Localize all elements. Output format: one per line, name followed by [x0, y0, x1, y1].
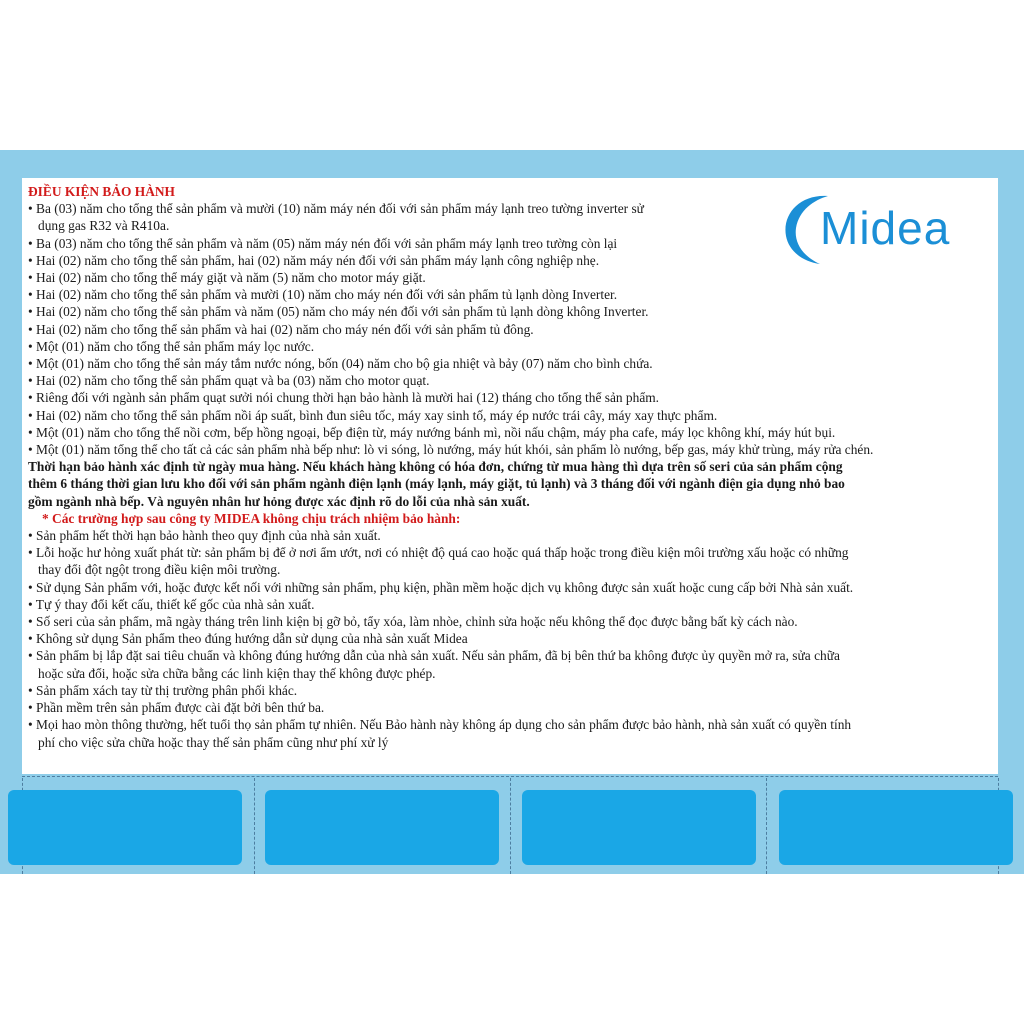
exclusions-heading: * Các trường hợp sau công ty MIDEA không chịu trách nhiệm bảo hành: [42, 510, 461, 526]
exclusion-item-text: • Phần mềm trên sản phẩm được cài đặt bởi bên thứ ba. [28, 700, 325, 716]
warranty-item-text: • Hai (02) năm cho tổng thể máy giặt và năm (5) năm cho motor máy giặt. [28, 270, 426, 286]
warranty-item [28, 269, 1000, 286]
warranty-item [28, 235, 1000, 252]
exclusions-list [28, 527, 1000, 751]
exclusion-item-text: • Sản phẩm xách tay từ thị trường phân phối khác. [28, 682, 298, 698]
warranty-item-text: • Một (01) năm tổng thể cho tất cả các sản phẩm nhà bếp như: lò vi sóng, lò nướng, máy hút khói, sản phẩm lò nướng, bếp gas, máy khử trùng, máy rửa chén. [28, 442, 874, 458]
exclusion-item-text: • Lỗi hoặc hư hỏng xuất phát từ: sản phẩm bị để ở nơi ẩm ướt, nơi có nhiệt độ quá cao hoặc quá thấp hoặc trong điều kiện môi trường xấu hoặc có những [28, 545, 849, 561]
warranty-item [28, 424, 1000, 441]
exclusion-item [28, 630, 1000, 647]
exclusion-item [28, 544, 1000, 578]
warranty-item-text: • Hai (02) năm cho tổng thể sản phẩm và hai (02) năm cho máy nén đối với sản phẩm tủ đông. [28, 321, 534, 337]
warranty-item [28, 286, 1000, 303]
exclusion-item-text: • Số seri của sản phẩm, mã ngày tháng trên linh kiện bị gỡ bỏ, tẩy xóa, làm nhòe, chỉnh sửa hoặc nếu không thể đọc được bằng bất kỳ cách nào. [28, 614, 798, 630]
warranty-item [28, 372, 1000, 389]
coupon-tile [265, 790, 499, 865]
exclusion-item-text: • Sử dụng Sản phẩm với, hoặc được kết nối với những sản phẩm, phụ kiện, phần mềm hoặc dịch vụ không được sản xuất hoặc cung cấp bởi Nhà sản xuất. [28, 579, 854, 595]
warranty-item [28, 200, 1000, 234]
paragraph-line: gồm ngành nhà bếp. Và nguyên nhân hư hỏng được xác định rõ do lỗi của nhà sản xuất. [28, 493, 530, 509]
exclusion-item-text: • Không sử dụng Sản phẩm theo đúng hướng dẫn sử dụng của nhà sản xuất Midea [28, 631, 468, 647]
warranty-item [28, 407, 1000, 424]
warranty-item-text: • Hai (02) năm cho tổng thể sản phẩm nồi áp suất, bình đun siêu tốc, máy xay sinh tố, máy ép nước trái cây, máy xay thực phẩm. [28, 407, 718, 423]
exclusion-item-text: • Mọi hao mòn thông thường, hết tuổi thọ sản phẩm tự nhiên. Nếu Bảo hành này không áp dụng cho sản phẩm được bảo hành, nhà sản xuất có quyền tính [28, 717, 852, 733]
warranty-period-paragraph [28, 458, 1000, 510]
warranty-item [28, 252, 1000, 269]
exclusion-item-text: hoặc sửa đổi, hoặc sửa chữa bằng các linh kiện thay thế không được phép. [38, 665, 436, 681]
cut-line-vertical [510, 778, 511, 874]
warranty-item-text: • Hai (02) năm cho tổng thể sản phẩm quạt và ba (03) năm cho motor quạt. [28, 373, 430, 389]
warranty-item [28, 355, 1000, 372]
exclusion-item-text: • Tự ý thay đổi kết cấu, thiết kế gốc của nhà sản xuất. [28, 596, 315, 612]
exclusion-item [28, 682, 1000, 699]
cut-line-vertical [254, 778, 255, 874]
exclusion-item-text: thay đổi đột ngột trong điều kiện môi trường. [38, 562, 281, 578]
exclusion-item [28, 527, 1000, 544]
coupon-tile [779, 790, 1013, 865]
exclusion-item-text: phí cho việc sửa chữa hoặc thay thế sản phẩm cũng như phí xử lý [38, 734, 389, 750]
exclusion-item [28, 699, 1000, 716]
paragraph-line: thêm 6 tháng thời gian lưu kho đối với sản phẩm ngành điện lạnh (máy lạnh, máy giặt, tủ lạnh) và 3 tháng đối với ngành điện gia dụng nhỏ bao [28, 476, 845, 492]
warranty-item-text: • Một (01) năm cho tổng thể nồi cơm, bếp hồng ngoại, bếp điện từ, máy nướng bánh mì, nồi nấu chậm, máy pha cafe, máy lọc không khí, máy hút bụi. [28, 424, 836, 440]
cut-line-vertical [766, 778, 767, 874]
exclusion-item-text: • Sản phẩm hết thời hạn bảo hành theo quy định của nhà sản xuất. [28, 528, 381, 544]
exclusion-item-text: • Sản phẩm bị lắp đặt sai tiêu chuẩn và không đúng hướng dẫn của nhà sản xuất. Nếu sản phẩm, đã bị bên thứ ba không được ủy quyền mở ra, sửa chữa [28, 648, 840, 664]
exclusion-item [28, 579, 1000, 596]
exclusion-item [28, 596, 1000, 613]
warranty-item-text: • Hai (02) năm cho tổng thể sản phẩm, hai (02) năm máy nén đối với sản phẩm máy lạnh công nghiệp nhẹ. [28, 252, 600, 268]
coupon-tile [8, 790, 242, 865]
paragraph-line: Thời hạn bảo hành xác định từ ngày mua hàng. Nếu khách hàng không có hóa đơn, chứng từ mua hàng thì dựa trên số seri của sản phẩm cộng [28, 459, 843, 475]
logo-text: Midea [820, 202, 951, 254]
warranty-item [28, 389, 1000, 406]
warranty-item [28, 303, 1000, 320]
cut-line [22, 776, 998, 777]
warranty-item [28, 321, 1000, 338]
warranty-item-text: • Hai (02) năm cho tổng thể sản phẩm và mười (10) năm cho máy nén đối với sản phẩm tủ lạnh dòng Inverter. [28, 287, 618, 303]
exclusion-item [28, 613, 1000, 630]
warranty-list [28, 200, 1000, 458]
warranty-content [28, 183, 1000, 751]
warranty-item [28, 441, 1000, 458]
warranty-item [28, 338, 1000, 355]
coupon-tile [522, 790, 756, 865]
warranty-item-text: • Hai (02) năm cho tổng thể sản phẩm và năm (05) năm cho máy nén đối với sản phẩm tủ lạnh dòng không Inverter. [28, 304, 649, 320]
warranty-item-text: dụng gas R32 và R410a. [38, 218, 170, 234]
warranty-item-text: • Riêng đối với ngành sản phẩm quạt sưởi nói chung thời hạn bảo hành là mười hai (12) tháng cho tổng thể sản phẩm. [28, 390, 660, 406]
warranty-heading: ĐIỀU KIỆN BẢO HÀNH [28, 184, 175, 199]
warranty-item-text: • Một (01) năm cho tổng thể sản máy tắm nước nóng, bốn (04) năm cho bộ gia nhiệt và bảy (07) năm cho bình chứa. [28, 356, 653, 372]
exclusion-item [28, 647, 1000, 681]
exclusion-item [28, 716, 1000, 750]
warranty-item-text: • Ba (03) năm cho tổng thể sản phẩm và mười (10) năm máy nén đối với sản phẩm máy lạnh treo tường inverter sử [28, 201, 644, 217]
warranty-item-text: • Ba (03) năm cho tổng thể sản phẩm và năm (05) năm máy nén đối với sản phẩm máy lạnh treo tường còn lại [28, 235, 618, 251]
warranty-item-text: • Một (01) năm cho tổng thể sản phẩm máy lọc nước. [28, 338, 315, 354]
